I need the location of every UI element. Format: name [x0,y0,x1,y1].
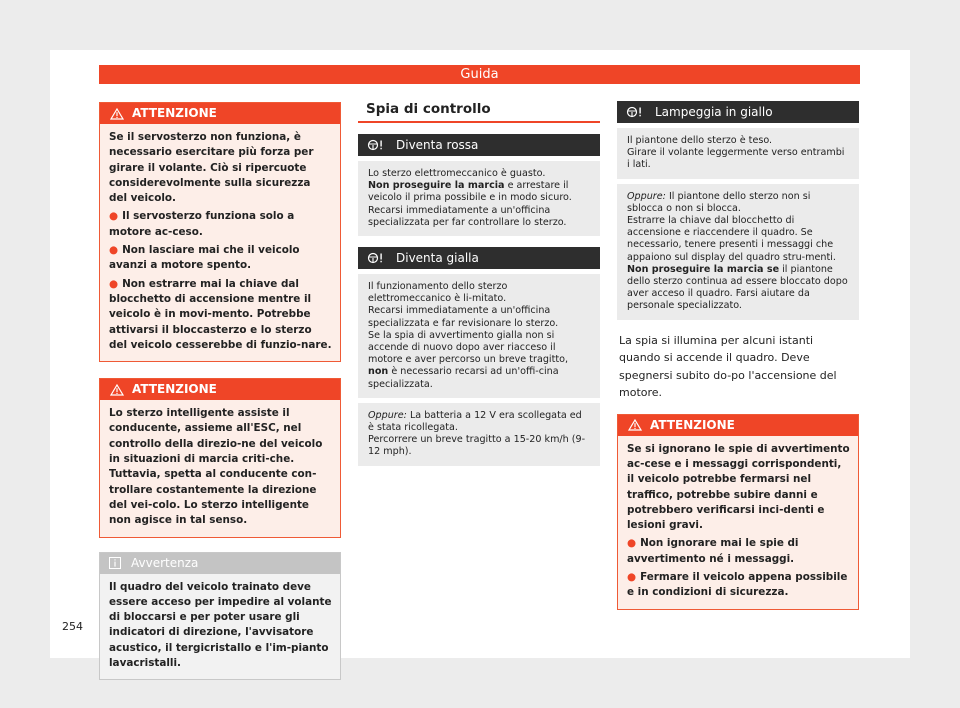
bold-text: Non proseguire la marcia se [627,263,780,275]
right-column [617,101,859,610]
oppure-text [617,184,859,320]
bullet-icon: ● [627,571,637,584]
bullet-icon: ● [109,210,119,223]
text-line: Estrarre la chiave dal blocchetto di accensione e riaccendere il quadro. Se necessario, tenere presenti i messaggi che appaiono sul display del quadro stru-menti. [627,215,836,263]
note-body [100,574,340,680]
bullet-item [109,243,332,274]
text-span: La batteria a 12 V era scollegata ed è stata ricollegata. [368,409,582,434]
warning-box-ignore-lights [617,414,859,610]
warning-triangle-icon [628,419,642,431]
bullet-text: Non ignorare mai le spie di avvertimento né i messaggi. [627,537,799,565]
oppure-label: Oppure: [627,190,666,202]
steering-warning-icon [617,106,655,118]
text-line: Recarsi immediatamente a un'officina specializzata per far controllare lo sterzo. [368,204,567,228]
warning-text: Lo sterzo intelligente assiste il conducente, assieme all'ESC, nel controllo della direzio-ne del veicolo in situazioni di marcia criti-che. Tuttavia, spetta al conducente con-trollare costantemente la direzione del vei-colo. Lo sterzo intelligente non agisce in tal senso. [109,407,323,527]
text-line: Recarsi immediatamente a un'officina specializzata e far revisionare lo sterzo. [368,305,559,329]
text-span: è necessario recarsi ad un'offi-cina specializzata. [368,366,559,390]
bullet-text: Il servosterzo funziona solo a motore ac-ceso. [109,210,295,238]
red-light-block [358,134,600,236]
yellow-light-block [358,247,600,466]
warning-header [100,103,340,124]
left-column [99,102,341,680]
steering-warning-icon [358,139,396,151]
note-text: Il quadro del veicolo trainato deve essere acceso per impedire al volante di bloccarsi e per poter usare gli indicatori di direzione, l'avvisatore acustico, il tergicristallo e l'im-pianto lavacristalli. [109,580,332,670]
warning-body [100,124,340,361]
yellow-light-header [358,247,600,269]
yellow-light-title: Diventa gialla [396,251,479,266]
warning-title: ATTENZIONE [650,417,735,432]
warning-title: ATTENZIONE [132,106,217,120]
bullet-item [627,536,850,567]
warning-header [100,379,340,400]
middle-column [358,101,600,466]
bullet-item [109,209,332,240]
warning-triangle-icon [110,384,124,396]
bullet-text: Non lasciare mai che il veicolo avanzi a motore spento. [109,244,300,272]
text-line [368,180,590,204]
text-line [627,264,849,313]
warning-box-power-steering [99,102,341,362]
text-span: il piantone dello sterzo continua ad essere bloccato dopo aver acceso il quadro. Farsi aiutare da personale specializzato. [627,263,848,312]
text-line: Girare il volante leggermente verso entrambi i lati. [627,147,845,171]
text-span: Il piantone dello sterzo non si sblocca o non si blocca. [627,190,811,214]
body-paragraph: La spia si illumina per alcuni istanti quando si accende il quadro. Deve spegnersi subito do-po l'accensione del motore. [619,333,837,400]
bullet-text: Fermare il veicolo appena possibile e in condizioni di sicurezza. [627,571,848,599]
yellow-light-text [358,274,600,398]
bullet-icon: ● [627,537,637,550]
text-line: Percorrere un breve tragitto a 15-20 km/h (9-12 mph). [368,434,586,458]
note-box [99,552,341,681]
text-line: Il funzionamento dello sterzo elettromeccanico è li-mitato. [368,281,508,305]
note-header [100,553,340,574]
bullet-icon: ● [109,277,119,290]
warning-body [618,436,858,609]
blink-light-text [617,128,859,179]
oppure-label: Oppure: [368,409,407,421]
text-span: e arrestare il veicolo il prima possibile e in modo sicuro. [368,180,572,204]
warning-body [100,400,340,536]
red-light-header [358,134,600,156]
warning-intro: Se il servosterzo non funziona, è necessario esercitare più forza per girare il volante. Ciò si ripercuote considerevolmente sulla sicurezza del veicolo. [109,131,314,205]
bullet-item [627,570,850,601]
blink-light-title: Lampeggia in giallo [655,105,773,119]
text-line [627,191,849,215]
note-title: Avvertenza [131,555,199,570]
warning-header [618,415,858,436]
text-line: Lo sterzo elettromeccanico è guasto. [368,168,546,179]
red-light-text [358,161,600,236]
blink-light-block [617,101,859,320]
steering-warning-icon [358,252,396,264]
warning-box-intelligent-steering [99,378,341,537]
section-title: Spia di controllo [358,101,600,123]
blink-light-header [617,101,859,123]
bullet-icon: ● [109,244,119,257]
oppure-text [358,403,600,466]
warning-intro: Se si ignorano le spie di avvertimento ac-cese e i messaggi corrispondenti, il veicolo potrebbe fermarsi nel traffico, potrebbe subire danni e potrebbero verificarsi inci-denti e lesioni gravi. [627,442,850,532]
text-span: Se la spia di avvertimento gialla non si accende di nuovo dopo aver riacceso il motore e aver percorso un breve tragitto, [368,329,569,366]
bold-text: non [368,366,389,378]
bold-text: Non proseguire la marcia [368,180,505,192]
warning-title: ATTENZIONE [132,382,217,397]
red-light-title: Diventa rossa [396,138,479,152]
text-line [368,330,590,391]
bullet-item [109,277,332,353]
warning-triangle-icon [110,108,124,120]
text-line: Il piantone dello sterzo è teso. [627,135,773,146]
section-header: Guida [99,65,860,84]
bullet-text: Non estrarre mai la chiave dal blocchetto di accensione mentre il veicolo è in movi-mento. Potrebbe attivarsi il bloccasterzo e lo sterzo del veicolo cesserebbe di funzio-nare. [109,277,332,351]
info-icon [109,557,121,569]
page-number: 254 [62,620,83,633]
text-line [368,410,590,434]
